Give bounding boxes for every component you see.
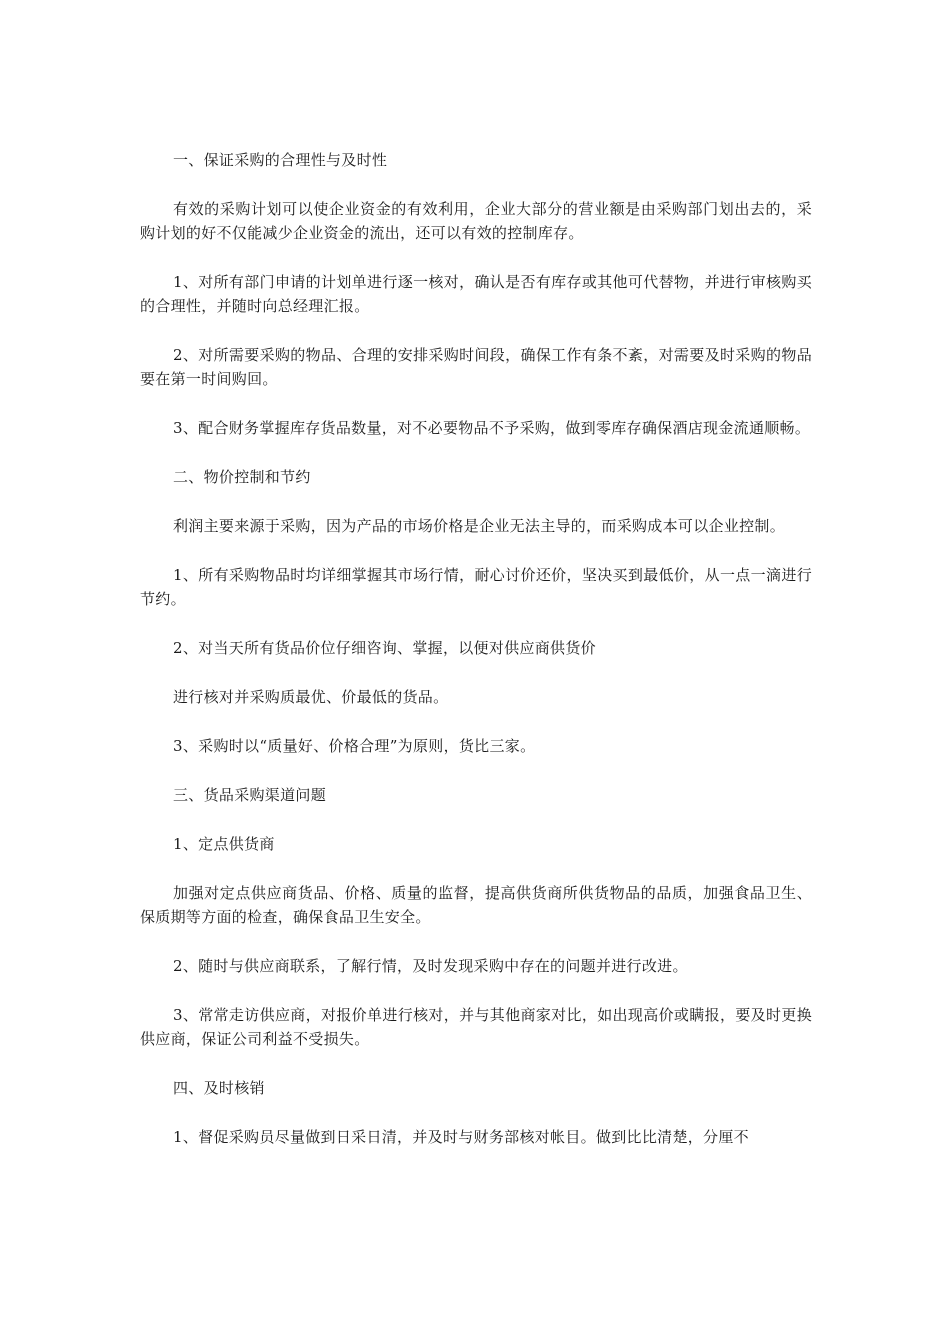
paragraph: 1、督促采购员尽量做到日采日清，并及时与财务部核对帐目。做到比比清楚，分厘不 xyxy=(173,1128,749,1146)
section-heading-4: 四、及时核销 xyxy=(173,1079,265,1097)
paragraph: 1、对所有部门申请的计划单进行逐一核对，确认是否有库存或其他可代替物，并进行审核购买的合理性，并随时向总经理汇报。 xyxy=(140,273,812,315)
paragraph: 3、常常走访供应商，对报价单进行核对，并与其他商家对比，如出现高价或瞒报，要及时更换供应商，保证公司利益不受损失。 xyxy=(140,1006,812,1048)
paragraph: 3、采购时以“质量好、价格合理”为原则，货比三家。 xyxy=(173,737,536,755)
paragraph: 进行核对并采购质最优、价最低的货品。 xyxy=(173,688,449,706)
paragraph: 2、对当天所有货品价位仔细咨询、掌握，以便对供应商供货价 xyxy=(173,639,596,657)
paragraph: 有效的采购计划可以使企业资金的有效利用，企业大部分的营业额是由采购部门划出去的，采购计划的好不仅能减少企业资金的流出，还可以有效的控制库存。 xyxy=(140,200,812,242)
paragraph: 2、对所需要采购的物品、合理的安排采购时间段，确保工作有条不紊，对需要及时采购的物品要在第一时间购回。 xyxy=(140,346,812,388)
paragraph: 利润主要来源于采购，因为产品的市场价格是企业无法主导的，而采购成本可以企业控制。 xyxy=(173,517,786,535)
paragraph: 3、配合财务掌握库存货品数量，对不必要物品不予采购，做到零库存确保酒店现金流通顺畅。 xyxy=(173,419,811,437)
paragraph: 加强对定点供应商货品、价格、质量的监督，提高供货商所供货物品的品质，加强食品卫生、保质期等方面的检查，确保食品卫生安全。 xyxy=(140,884,812,926)
paragraph: 2、随时与供应商联系，了解行情，及时发现采购中存在的问题并进行改进。 xyxy=(173,957,688,975)
section-heading-3: 三、货品采购渠道问题 xyxy=(173,786,327,804)
section-heading-2: 二、物价控制和节约 xyxy=(173,468,311,486)
paragraph: 1、定点供货商 xyxy=(173,835,275,853)
document-body xyxy=(140,148,812,1174)
paragraph: 1、所有采购物品时均详细掌握其市场行情，耐心讨价还价，坚决买到最低价，从一点一滴进行节约。 xyxy=(140,566,812,608)
section-heading-1: 一、保证采购的合理性与及时性 xyxy=(173,151,388,169)
